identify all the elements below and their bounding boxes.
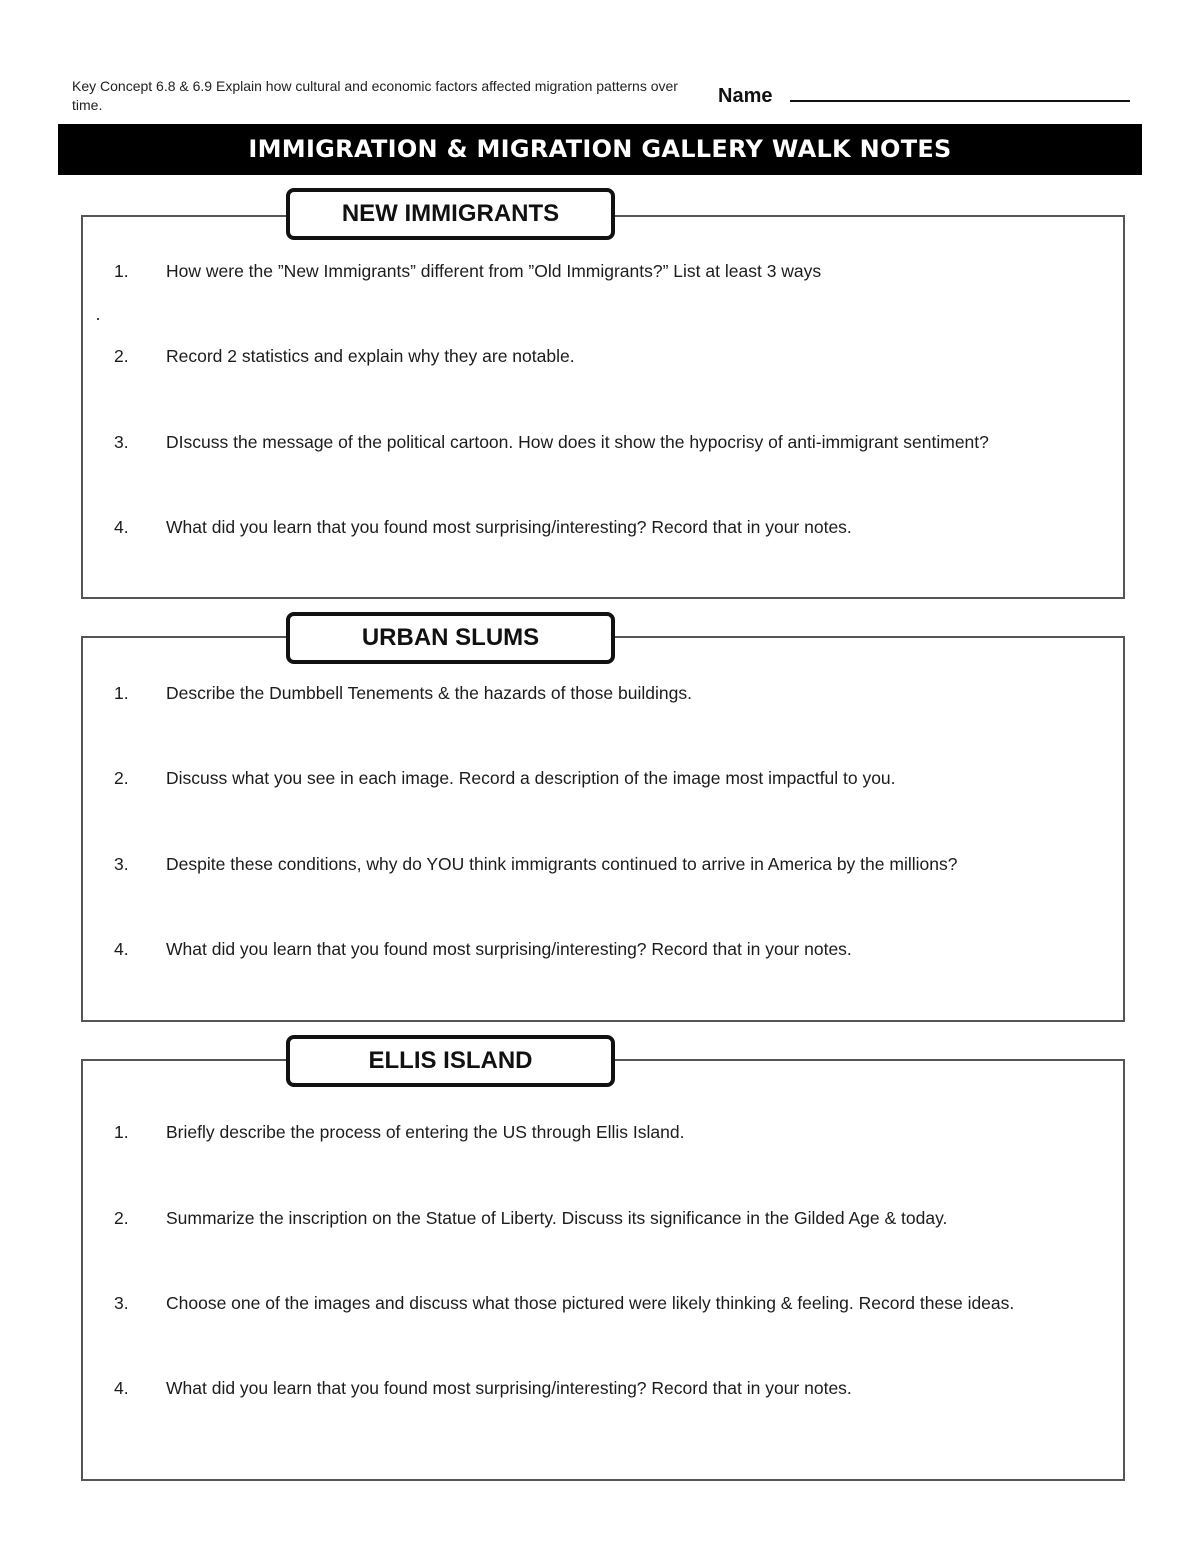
question-number: 4. [114, 1378, 129, 1398]
name-label: Name [718, 85, 773, 107]
question-number: 3. [114, 854, 129, 874]
question-number: 2. [114, 346, 129, 366]
question-number: 1. [114, 683, 129, 703]
question-number: 2. [114, 768, 129, 788]
question-text: What did you learn that you found most surprising/interesting? Record that in your notes. [166, 517, 852, 537]
question-text: Describe the Dumbbell Tenements & the hazards of those buildings. [166, 683, 692, 703]
question-number: 4. [114, 517, 129, 537]
section-label-urban-slums: URBAN SLUMS [286, 612, 615, 664]
name-input-line[interactable] [790, 100, 1130, 102]
question-text: What did you learn that you found most surprising/interesting? Record that in your notes. [166, 939, 852, 959]
question-number: 1. [114, 1122, 129, 1142]
question-number: 4. [114, 939, 129, 959]
question-text: Briefly describe the process of entering the US through Ellis Island. [166, 1122, 685, 1142]
question-number: 1. [114, 261, 129, 281]
question-text: Record 2 statistics and explain why they are notable. [166, 346, 575, 366]
section-label-new-immigrants: NEW IMMIGRANTS [286, 188, 615, 240]
section-label-ellis-island: ELLIS ISLAND [286, 1035, 615, 1087]
key-concept-text: Key Concept 6.8 & 6.9 Explain how cultural and economic factors affected migration patterns over time. [72, 78, 678, 113]
question-text: Despite these conditions, why do YOU think immigrants continued to arrive in America by the millions? [166, 854, 958, 874]
question-number: 2. [114, 1208, 129, 1228]
question-number: 3. [114, 1293, 129, 1313]
page-title: IMMIGRATION & MIGRATION GALLERY WALK NOTES [58, 124, 1142, 175]
question-text: Choose one of the images and discuss what those pictured were likely thinking & feeling. Record these ideas. [166, 1293, 1015, 1313]
question-text: Discuss what you see in each image. Record a description of the image most impactful to you. [166, 768, 896, 788]
stray-mark [97, 318, 99, 320]
question-text: How were the ”New Immigrants” different from ”Old Immigrants?” List at least 3 ways [166, 261, 822, 281]
question-text: Summarize the inscription on the Statue of Liberty. Discuss its significance in the Gilded Age & today. [166, 1208, 948, 1228]
question-number: 3. [114, 432, 129, 452]
question-text: DIscuss the message of the political cartoon. How does it show the hypocrisy of anti-immigrant sentiment? [166, 432, 989, 452]
question-text: What did you learn that you found most surprising/interesting? Record that in your notes. [166, 1378, 852, 1398]
